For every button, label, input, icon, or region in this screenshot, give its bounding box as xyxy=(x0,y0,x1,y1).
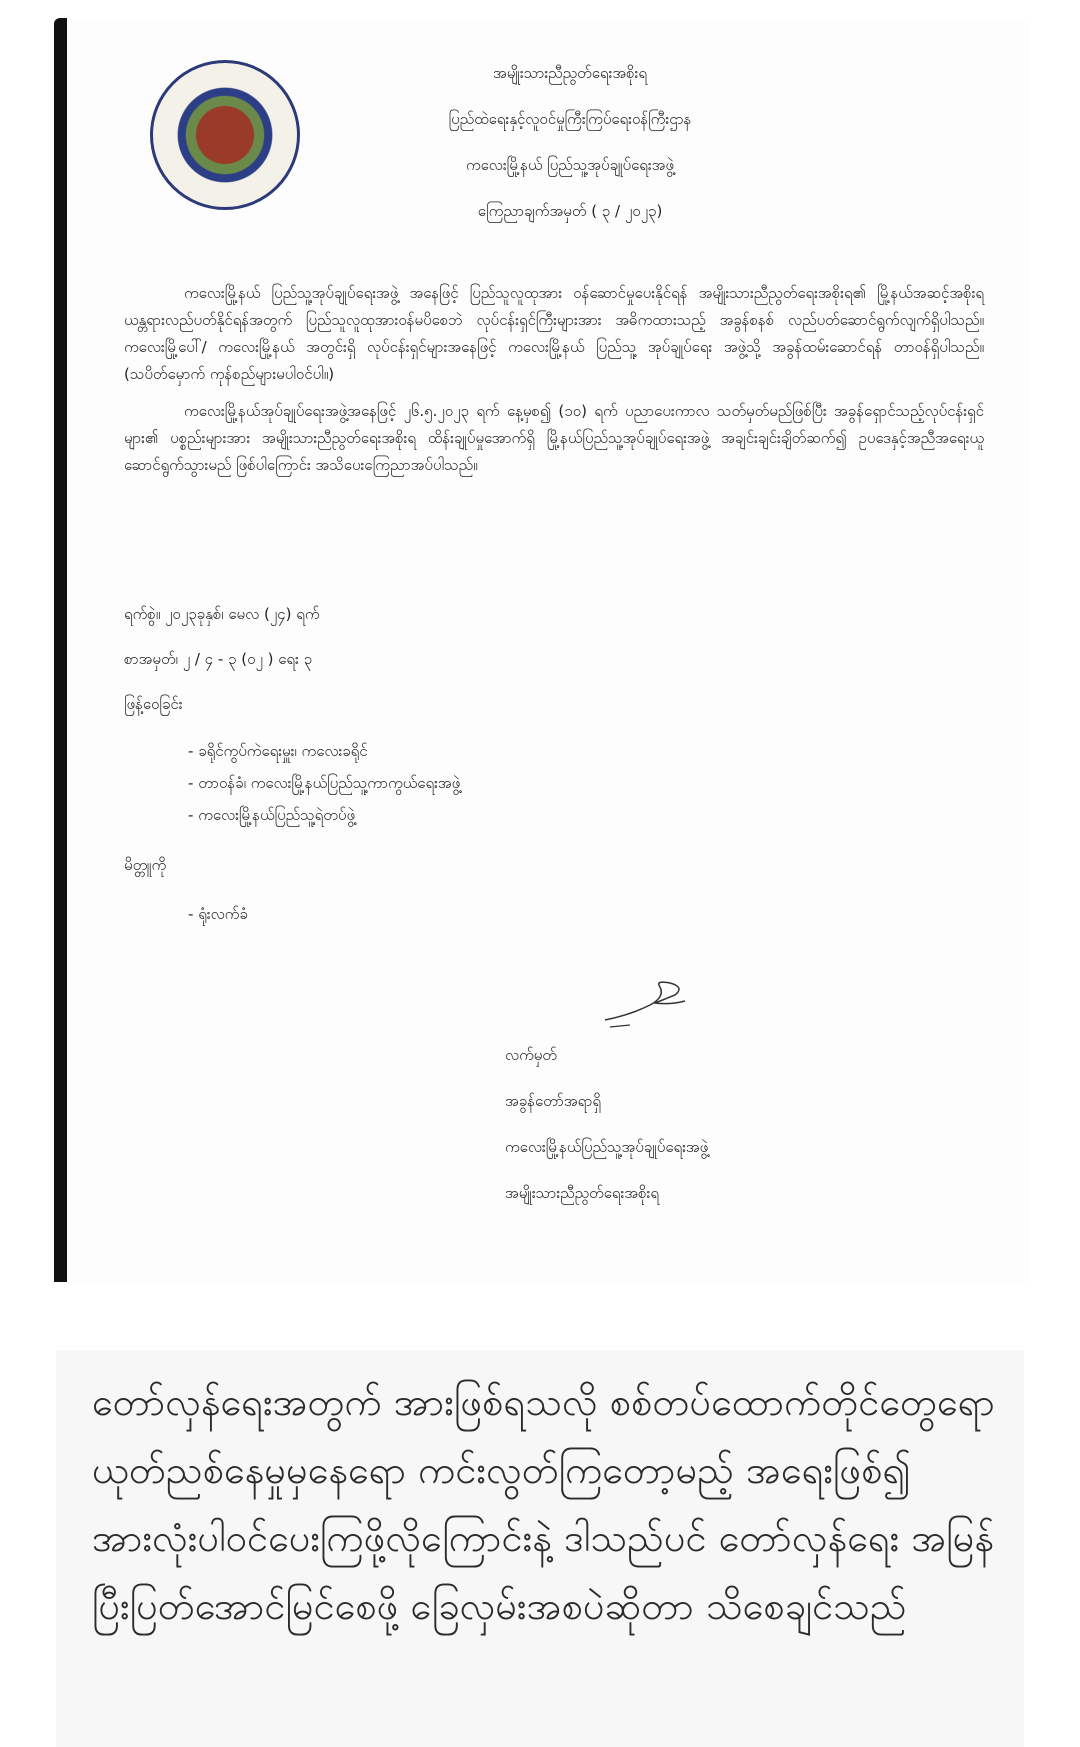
copy-label: မိတ္တူကို xyxy=(124,856,167,874)
distribution-item: - ခရိုင်ကွပ်ကဲရေးမှူး၊ ကလေးခရိုင် xyxy=(188,735,460,767)
administration-seal-logo xyxy=(150,60,300,210)
copy-item: - ရုံးလက်ခံ xyxy=(188,898,248,930)
signer-title: အခွန်တော်အရာရှိ xyxy=(505,1092,602,1110)
distribution-item: - တာဝန်ခံ၊ ကလေးမြို့နယ်ပြည်သူ့ကာကွယ်ရေးအဖွဲ့ xyxy=(188,767,460,799)
signer-government: အမျိုးသားညီညွတ်ရေးအစိုးရ xyxy=(505,1184,659,1202)
letter-body xyxy=(124,280,984,489)
header-ministry: ပြည်ထဲရေးနှင့်လူဝင်မှုကြီးကြပ်ရေးဝန်ကြီးဌာန xyxy=(448,110,692,128)
handwritten-signature xyxy=(600,975,690,1030)
signature-block xyxy=(505,1032,708,1216)
distribution-label: ဖြန့်ဝေခြင်း xyxy=(124,695,183,713)
header-township: ကလေးမြို့နယ် ပြည်သူ့အုပ်ချုပ်ရေးအဖွဲ့ xyxy=(465,156,674,174)
date-line: ရက်စွဲ။ ၂၀၂၃ခုနှစ်၊ မေလ (၂၄) ရက် xyxy=(124,605,320,623)
reference-line: စာအမှတ်၊ ၂ / ၄ - ၃ (၀၂ ) ရေး ၃ xyxy=(124,650,313,668)
paragraph-2: ကလေးမြို့နယ်အုပ်ချုပ်ရေးအဖွဲ့အနေဖြင့် ၂၆.၅.၂၀၂၃ ရက် နေ့မှစ၍ (၁၀) ရက် ပညာပေးကာလ သတ်မှတ်မည်ဖြစ်ပြီး အခွန်ရှောင်သည့်လုပ်ငန်းရှင်များ၏ ပစ္စည်းများအား အမျိုးသားညီညွတ်ရေးအစိုးရ ထိန်းချုပ်မှုအောက်ရှိ မြို့နယ်ပြည်သူ့အုပ်ချုပ်ရေးအဖွဲ့ အချင်းချင်းချိတ်ဆက်၍ ဥပဒေနှင့်အညီအရေးယူဆောင်ရွက်သွားမည် ဖြစ်ပါကြောင်း အသိပေးကြေညာအပ်ပါသည်။ xyxy=(124,402,984,474)
distribution-item: - ကလေးမြို့နယ်ပြည်သူ့ရဲတပ်ဖွဲ့ xyxy=(188,799,460,831)
document-edge xyxy=(54,18,67,1282)
copy-list xyxy=(188,898,248,930)
post-caption: တော်လှန်ရေးအတွက် အားဖြစ်ရသလို စစ်တပ်ထောက်တိုင်တွေရော ယုတ်ညစ်နေမှုမှနေရော ကင်းလွတ်ကြတော့မည့် အရေးဖြစ်၍ အားလုံးပါဝင်ပေးကြဖို့လိုကြောင်းနဲ့ ဒါသည်ပင် တော်လှန်ရေး အမြန် ပြီးပြတ်အောင်မြင်စေဖို့ ခြေလှမ်းအစပဲဆိုတာ သိစေချင်သည် xyxy=(92,1380,996,1628)
header-announcement-number: ကြေညာချက်အမှတ် ( ၃ / ၂၀၂၃) xyxy=(477,202,663,220)
signer-office: ကလေးမြို့နယ်ပြည်သူ့အုပ်ချုပ်ရေးအဖွဲ့ xyxy=(505,1138,709,1156)
header-government: အမျိုးသားညီညွတ်ရေးအစိုးရ xyxy=(493,64,647,82)
signature-label: လက်မှတ် xyxy=(505,1046,557,1064)
letter-header xyxy=(330,50,810,234)
distribution-list xyxy=(188,735,460,831)
paragraph-1: ကလေးမြို့နယ် ပြည်သူ့အုပ်ချုပ်ရေးအဖွဲ့ အနေဖြင့် ပြည်သူလူထုအား ဝန်ဆောင်မှုပေးနိုင်ရန် အမျိုးသားညီညွတ်ရေးအစိုးရ၏ မြို့နယ်အဆင့်အစိုးရယန္တရားလည်ပတ်နိုင်ရန်အတွက် ပြည်သူလူထုအားဝန်မပိစေဘဲ လုပ်ငန်းရှင်ကြီးများအား အဓိကထားသည့် အခွန်စနစ် လည်ပတ်ဆောင်ရွက်လျက်ရှိပါသည်။ ကလေးမြို့ပေါ်/ ကလေးမြို့နယ် အတွင်းရှိ လုပ်ငန်းရှင်များအနေဖြင့် ကလေးမြို့နယ် ပြည်သူ့ အုပ်ချုပ်ရေး အဖွဲ့သို့ အခွန်ထမ်းဆောင်ရန် တာဝန်ရှိပါသည်။ (သပိတ်မှောက် ကုန်စည်များမပါဝင်ပါ။) xyxy=(124,284,984,383)
